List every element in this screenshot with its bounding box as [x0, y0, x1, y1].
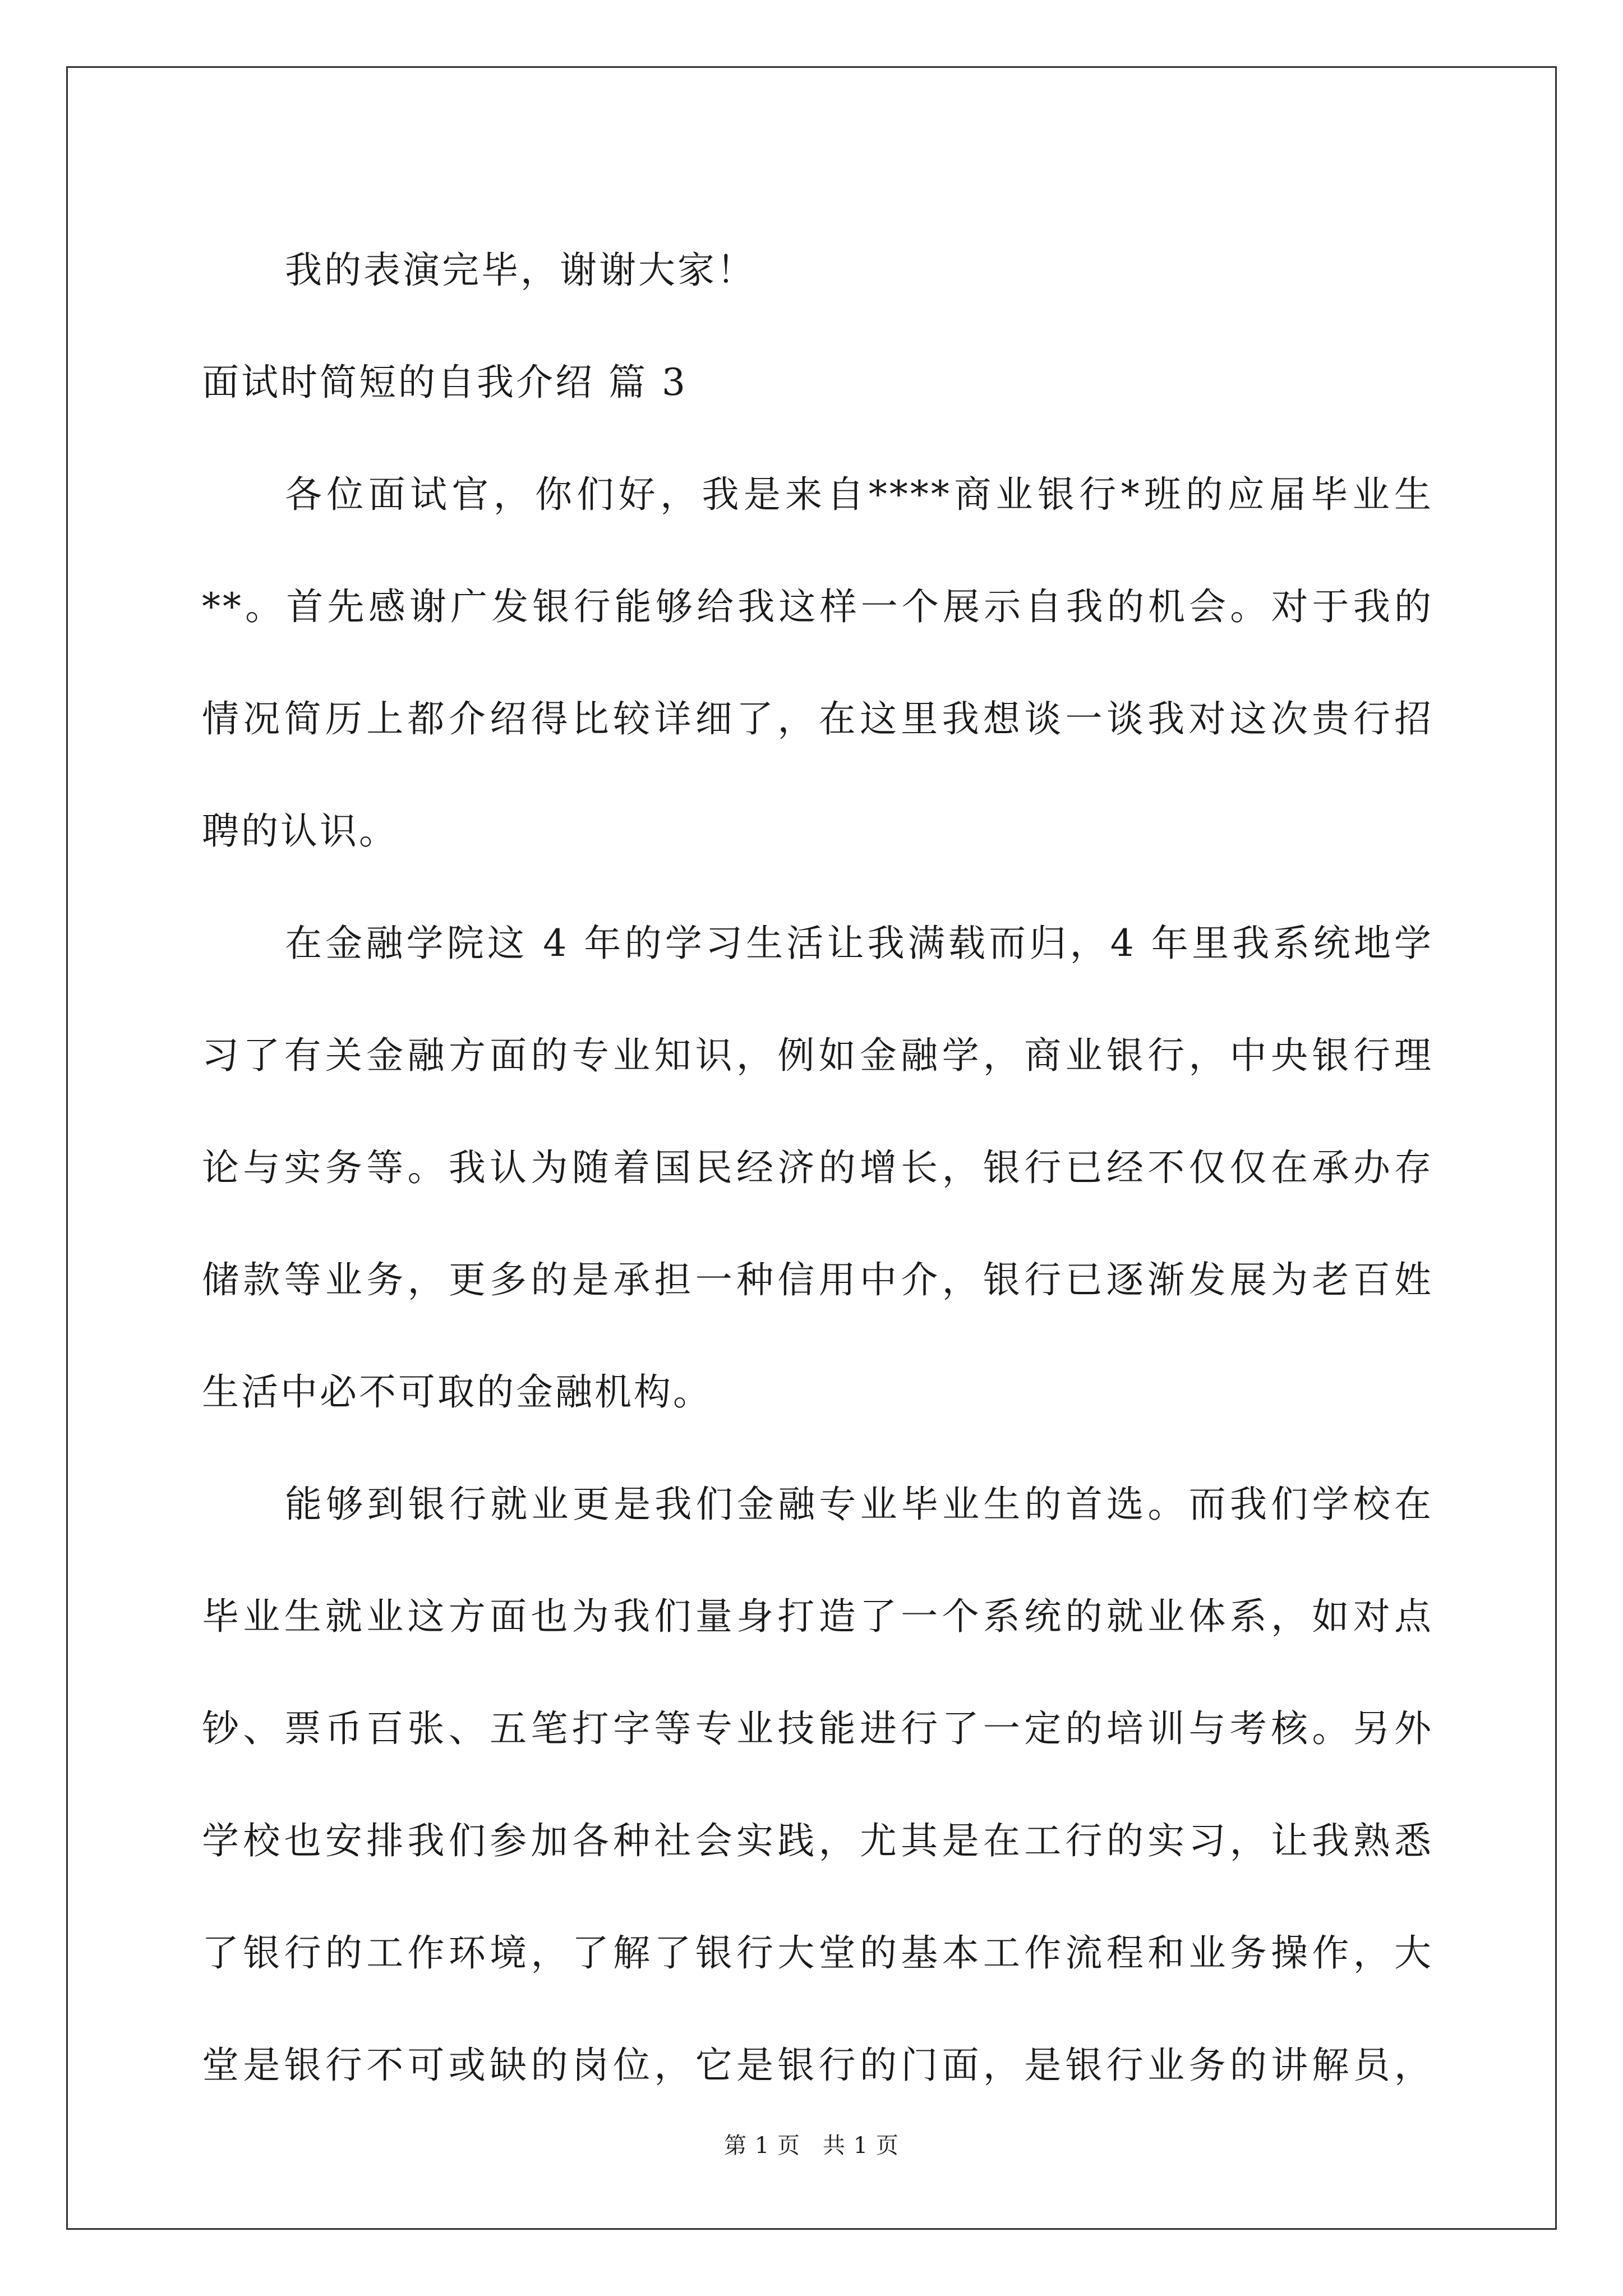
paragraph-2-line-2: 习了有关金融方面的专业知识，例如金融学，商业银行，中央银行理 — [202, 1034, 1433, 1077]
paragraph-2-line-3: 论与实务等。我认为随着国民经济的增长，银行已经不仅仅在承办存 — [202, 1146, 1433, 1189]
paragraph-3-line-1: 能够到银行就业更是我们金融专业毕业生的首选。而我们学校在 — [285, 1483, 1433, 1526]
paragraph-3-line-3: 钞、票币百张、五笔打字等专业技能进行了一定的培训与考核。另外 — [202, 1707, 1433, 1750]
paragraph-3-line-6: 堂是银行不可或缺的岗位，它是银行的门面，是银行业务的讲解员， — [202, 2044, 1433, 2087]
paragraph-1-line-3: 情况简历上都介绍得比较详细了，在这里我想谈一谈我对这次贵行招 — [202, 697, 1433, 740]
closing-line: 我的表演完毕，谢谢大家！ — [285, 249, 756, 292]
paragraph-3-line-4: 学校也安排我们参加各种社会实践，尤其是在工行的实习，让我熟悉 — [202, 1819, 1433, 1862]
document-body — [202, 214, 1433, 2122]
paragraph-1-line-2: **。首先感谢广发银行能够给我这样一个展示自我的机会。对于我的 — [202, 585, 1433, 628]
paragraph-3-line-5: 了银行的工作环境，了解了银行大堂的基本工作流程和业务操作，大 — [202, 1931, 1433, 1975]
page-number-current: 第 1 页 — [724, 2133, 800, 2159]
paragraph-1-line-1: 各位面试官，你们好，我是来自****商业银行*班的应届毕业生 — [285, 473, 1433, 516]
paragraph-3-line-2: 毕业生就业这方面也为我们量身打造了一个系统的就业体系，如对点 — [202, 1595, 1433, 1638]
paragraph-1-line-4: 聘的认识。 — [202, 809, 398, 853]
paragraph-2-line-1: 在金融学院这 4 年的学习生活让我满载而归，4 年里我系统地学 — [285, 922, 1433, 965]
section-heading: 面试时简短的自我介绍 篇 3 — [202, 361, 688, 404]
paragraph-2-line-5: 生活中必不可取的金融机构。 — [202, 1370, 712, 1414]
page-number-total: 共 1 页 — [823, 2133, 899, 2159]
page-footer — [0, 2129, 1623, 2162]
paragraph-2-line-4: 储款等业务，更多的是承担一种信用中介，银行已逐渐发展为老百姓 — [202, 1258, 1433, 1301]
